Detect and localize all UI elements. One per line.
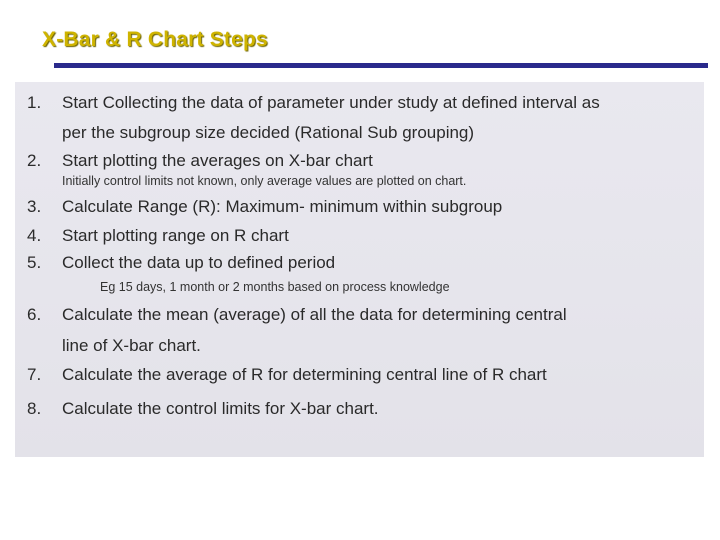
title-underline [54, 63, 708, 68]
step-2-text-line-1: Start plotting the averages on X-bar chart [62, 151, 373, 170]
step-8-text-line-1: Calculate the control limits for X-bar chart. [62, 399, 379, 418]
step-8-number: 8. [27, 399, 42, 418]
step-3-text-line-1: Calculate Range (R): Maximum- minimum within subgroup [62, 197, 503, 216]
step-2-number: 2. [27, 151, 42, 170]
step-6-text-line-2: line of X-bar chart. [62, 336, 201, 355]
step-5-number: 5. [27, 253, 42, 272]
step-7-text-line-1: Calculate the average of R for determining central line of R chart [62, 365, 547, 384]
step-4-text-line-1: Start plotting range on R chart [62, 226, 289, 245]
step-5-note: Eg 15 days, 1 month or 2 months based on process knowledge [100, 280, 450, 294]
slide-title: X-Bar & R Chart Steps [42, 28, 268, 51]
scanned-steps-image [15, 82, 704, 457]
step-1-text-line-1: Start Collecting the data of parameter under study at defined interval as [62, 93, 600, 112]
step-2-note: Initially control limits not known, only average values are plotted on chart. [62, 174, 467, 188]
step-3-number: 3. [27, 197, 42, 216]
step-6-text-line-1: Calculate the mean (average) of all the data for determining central [62, 305, 567, 324]
step-4-number: 4. [27, 226, 42, 245]
step-7-number: 7. [27, 365, 42, 384]
step-5-text-line-1: Collect the data up to defined period [62, 253, 336, 272]
step-6-number: 6. [27, 305, 42, 324]
step-1-number: 1. [27, 93, 42, 112]
step-1-text-line-2: per the subgroup size decided (Rational Sub grouping) [62, 123, 475, 142]
steps-list [15, 82, 704, 457]
